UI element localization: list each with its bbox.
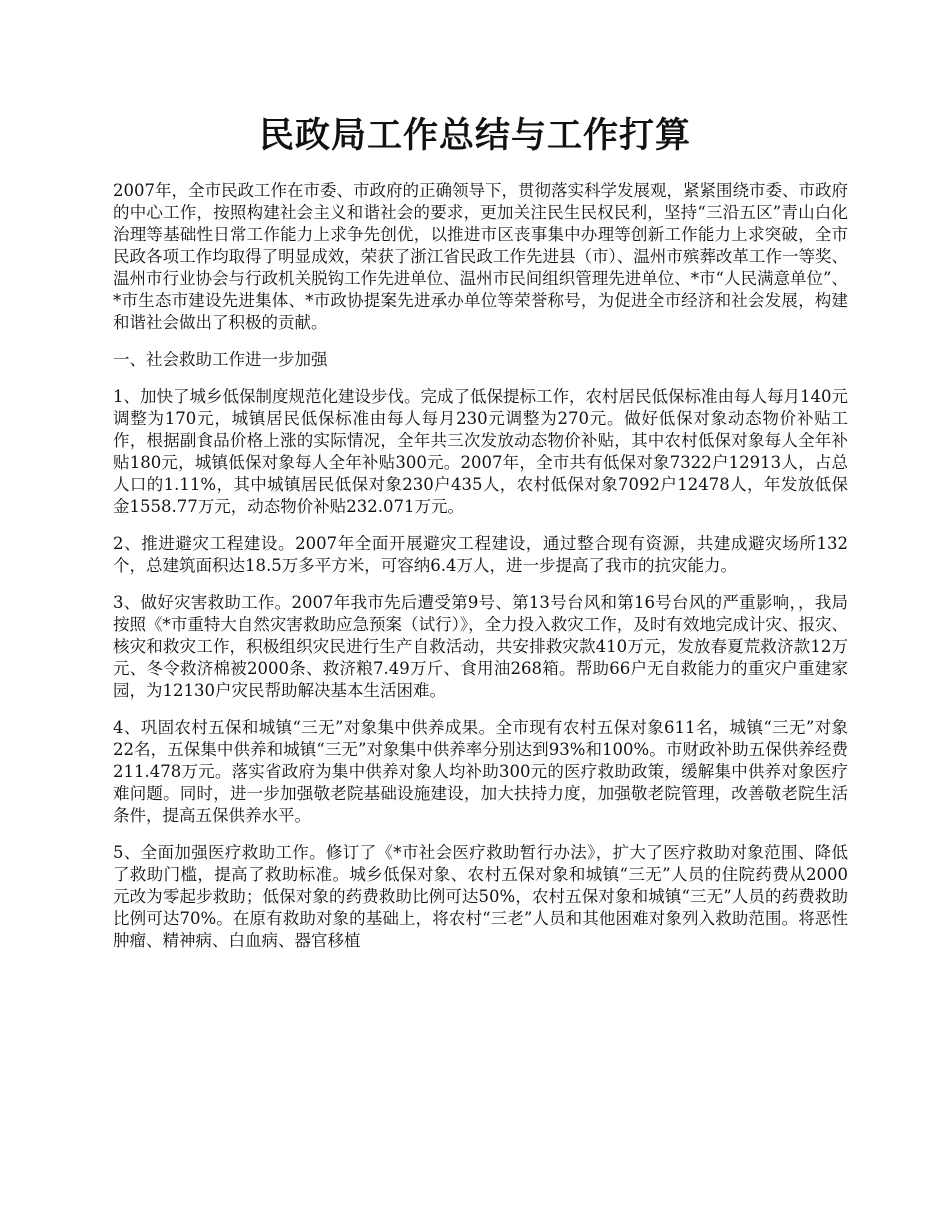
- paragraph-item-5: 5、全面加强医疗救助工作。修订了《*市社会医疗救助暂行办法》，扩大了医疗救助对象范围、降低了救助门槛，提高了救助标准。城乡低保对象、农村五保对象和城镇“三无”人员的住院药费从2000元改为零起步救助；低保对象的药费救助比例可达50%，农村五保对象和城镇“三无”人员的药费救助比例可达70%。在原有救助对象的基础上，将农村“三老”人员和其他困难对象列入救助范围。将恶性肿瘤、精神病、白血病、器官移植: [113, 843, 848, 950]
- document-body: [113, 180, 848, 967]
- paragraph-item-2: 2、推进避灾工程建设。2007年全面开展避灾工程建设，通过整合现有资源，共建成避灾场所132个，总建筑面积达18.5万多平方米，可容纳6.4万人，进一步提高了我市的抗灾能力。: [113, 534, 848, 575]
- paragraph-intro: 2007年，全市民政工作在市委、市政府的正确领导下，贯彻落实科学发展观，紧紧围绕市委、市政府的中心工作，按照构建社会主义和谐社会的要求，更加关注民生民权民利，坚持“三沿五区”青山白化治理等基础性日常工作能力上求争先创优，以推进市区丧事集中办理等创新工作能力上求突破，全市民政各项工作均取得了明显成效，荣获了浙江省民政工作先进县（市）、温州市殡葬改革工作一等奖、温州市行业协会与行政机关脱钩工作先进单位、温州市民间组织管理先进单位、*市“人民满意单位”、*市生态市建设先进集体、*市政协提案先进承办单位等荣誉称号，为促进全市经济和社会发展，构建和谐社会做出了积极的贡献。: [113, 181, 848, 332]
- document-title: 民政局工作总结与工作打算: [258, 115, 691, 156]
- paragraph-item-4: 4、巩固农村五保和城镇“三无”对象集中供养成果。全市现有农村五保对象611名，城镇“三无”对象22名，五保集中供养和城镇“三无”对象集中供养率分别达到93%和100%。市财政补助五保供养经费211.478万元。落实省政府为集中供养对象人均补助300元的医疗救助政策，缓解集中供养对象医疗难问题。同时，进一步加强敬老院基础设施建设，加大扶持力度，加强敬老院管理，改善敬老院生活条件，提高五保供养水平。: [113, 718, 848, 825]
- paragraph-item-3: 3、做好灾害救助工作。2007年我市先后遭受第9号、第13号台风和第16号台风的严重影响，，我局按照《*市重特大自然灾害救助应急预案（试行）》，全力投入救灾工作，及时有效地完成计灾、报灾、核灾和救灾工作，积极组织灾民进行生产自救活动，共安排救灾款410万元，发放春夏荒救济款12万元、冬令救济棉被2000条、救济粮7.49万斤、食用油268箱。帮助66户无自救能力的重灾户重建家园，为12130户灾民帮助解决基本生活困难。: [113, 593, 848, 700]
- section-heading-social-assistance: 一、社会救助工作进一步加强: [113, 350, 328, 369]
- paragraph-item-1: 1、加快了城乡低保制度规范化建设步伐。完成了低保提标工作，农村居民低保标准由每人每月140元调整为170元，城镇居民低保标准由每人每月230元调整为270元。做好低保对象动态物价补贴工作，根据副食品价格上涨的实际情况，全年共三次发放动态物价补贴，其中农村低保对象每人全年补贴180元，城镇低保对象每人全年补贴300元。2007年，全市共有低保对象7322户12913人，占总人口的1.11%，其中城镇居民低保对象230户435人，农村低保对象7092户12478人，年发放低保金1558.77万元，动态物价补贴232.071万元。: [113, 387, 848, 516]
